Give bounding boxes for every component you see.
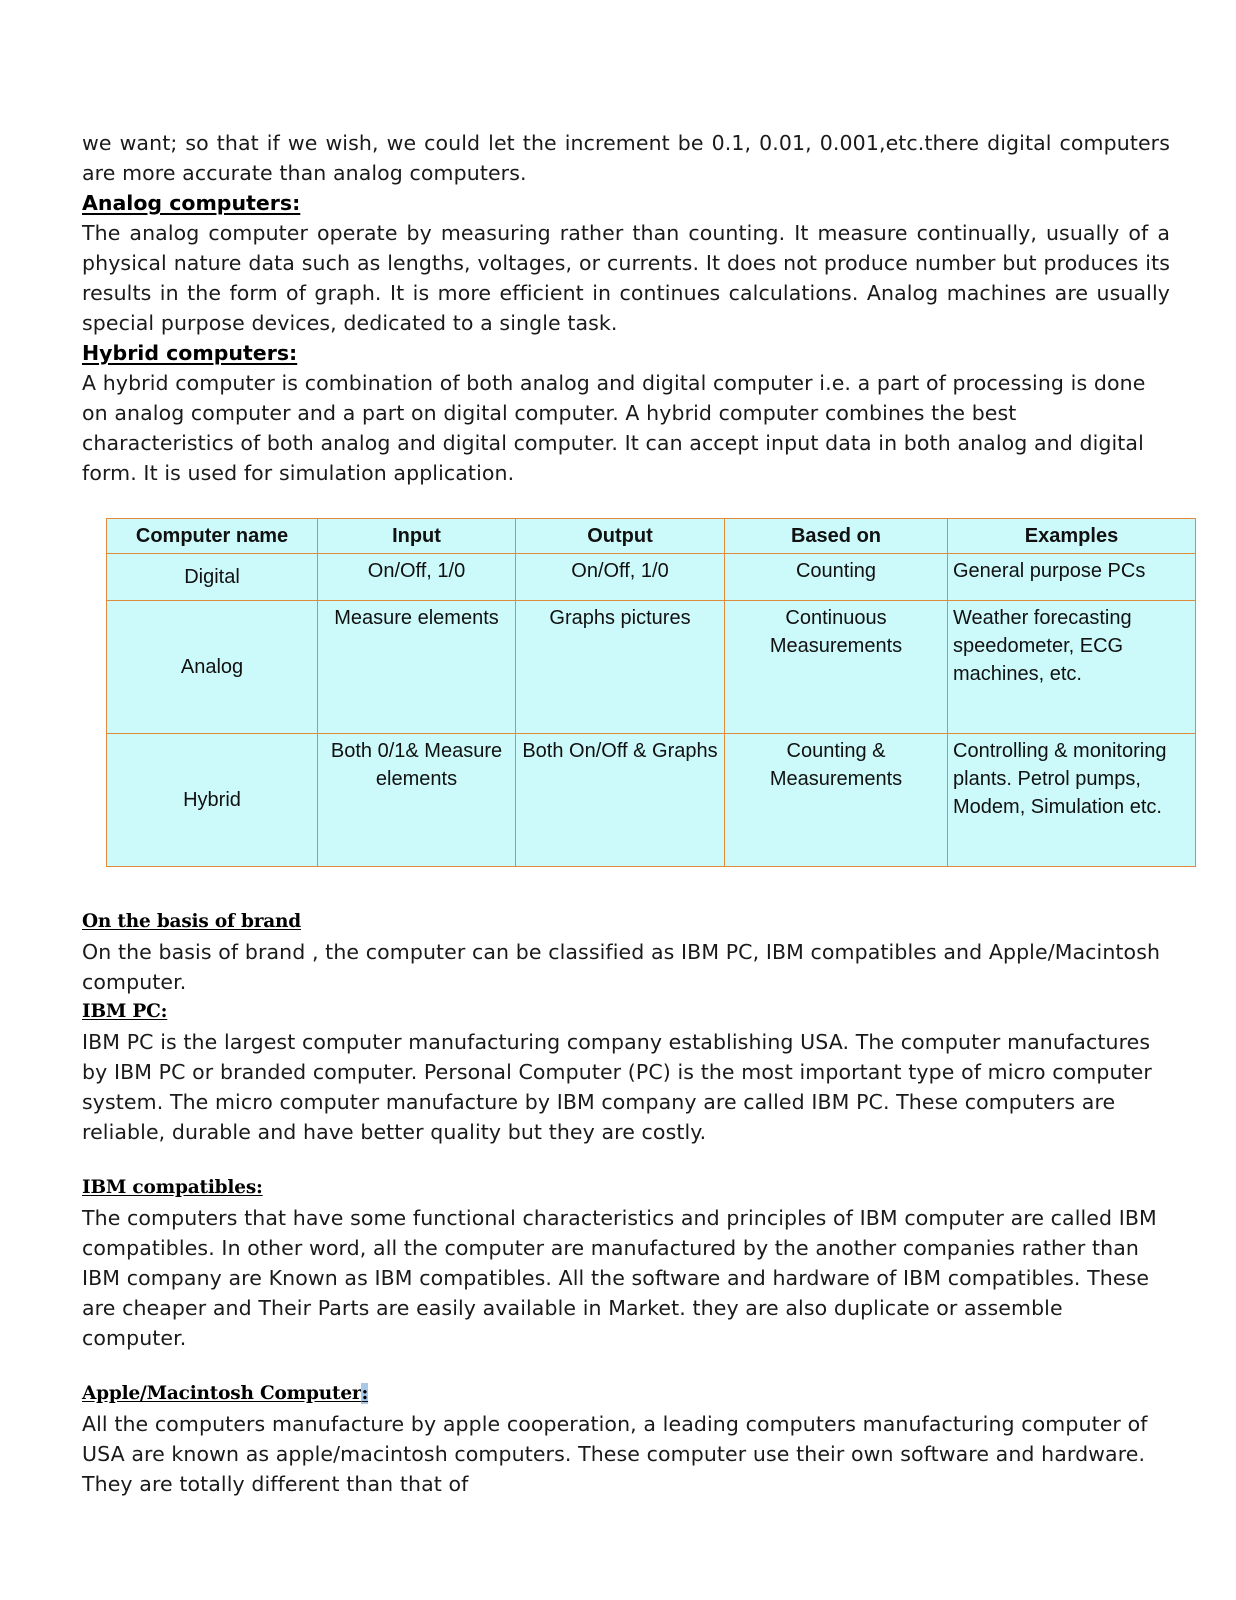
cell-examples: Controlling & monitoring plants. Petrol pumps, Modem, Simulation etc. — [948, 734, 1196, 867]
cell-input: Both 0/1& Measure elements — [318, 734, 516, 867]
cell-output: Both On/Off & Graphs — [516, 734, 725, 867]
cell-based-on: Counting — [725, 554, 948, 601]
cell-examples: General purpose PCs — [948, 554, 1196, 601]
spacer-after-table — [82, 867, 1170, 907]
cell-examples: Weather forecasting speedometer, ECG machines, etc. — [948, 601, 1196, 734]
column-header-output: Output — [516, 519, 725, 554]
cell-computer-name: Analog — [107, 601, 318, 734]
table-header-row — [107, 519, 1196, 554]
heading-apple-macintosh-text: Apple/Macintosh Computer — [82, 1383, 362, 1404]
heading-ibm-pc: IBM PC: — [82, 1001, 168, 1022]
cell-based-on: Counting & Measurements — [725, 734, 948, 867]
heading-ibm-compatibles: IBM compatibles: — [82, 1177, 263, 1198]
cell-computer-name: Hybrid — [107, 734, 318, 867]
table-row — [107, 601, 1196, 734]
column-header-examples: Examples — [948, 519, 1196, 554]
column-header-input: Input — [318, 519, 516, 554]
spacer-before-ibm-compatibles — [82, 1147, 1170, 1173]
computer-classification-table — [106, 518, 1196, 867]
table-row — [107, 554, 1196, 601]
table-head — [107, 519, 1196, 554]
selected-colon: : — [361, 1383, 369, 1404]
paragraph-ibm-compatibles: The computers that have some functional characteristics and principles of IBM computer are called IBM compatibles. In other word, all the computer are manufactured by the another companies rather than IBM company are Known as IBM compatibles. All the software and hardware of IBM compatibles. These are cheaper and Their Parts are easily available in Market. they are also duplicate or assemble computer. — [82, 1206, 1157, 1350]
cell-output: On/Off, 1/0 — [516, 554, 725, 601]
table-body — [107, 554, 1196, 867]
paragraph-apple-macintosh: All the computers manufacture by apple cooperation, a leading computers manufacturing computer of USA are known as apple/macintosh computers. These computer use their own software and hardware. They are totally different than that of — [82, 1412, 1148, 1496]
column-header-based-on: Based on — [725, 519, 948, 554]
cell-output: Graphs pictures — [516, 601, 725, 734]
paragraph-ibm-pc: IBM PC is the largest computer manufacturing company establishing USA. The computer manufactures by IBM PC or branded computer. Personal Computer (PC) is the most important type of micro computer system. The micro computer manufacture by IBM company are called IBM PC. These computers are reliable, durable and have better quality but they are costly. — [82, 1030, 1152, 1144]
document-content — [82, 128, 1170, 1499]
paragraph-on-the-basis-of-brand: On the basis of brand , the computer can be classified as IBM PC, IBM compatibles and Apple/Macintosh computer. — [82, 940, 1161, 994]
column-header-computer-name: Computer name — [107, 519, 318, 554]
heading-on-the-basis-of-brand: On the basis of brand — [82, 911, 302, 932]
cell-input: Measure elements — [318, 601, 516, 734]
paragraph-analog-computers: The analog computer operate by measuring rather than counting. It measure continually, usually of a physical nature data such as lengths, voltages, or currents. It does not produce number but produces its results in the form of graph. It is more efficient in continues calculations. Analog machines are usually special purpose devices, dedicated to a single task. — [82, 221, 1170, 335]
cell-input: On/Off, 1/0 — [318, 554, 516, 601]
paragraph-hybrid-computers: A hybrid computer is combination of both analog and digital computer i.e. a part of processing is done on analog computer and a part on digital computer. A hybrid computer combines the best characteristics of both analog and digital computer. It can accept input data in both analog and digital form. It is used for simulation application. — [82, 371, 1146, 485]
paragraph-intro: we want; so that if we wish, we could let the increment be 0.1, 0.01, 0.001,etc.there digital computers are more accurate than analog computers. — [82, 131, 1170, 185]
heading-apple-macintosh-computer — [82, 1379, 1170, 1409]
spacer-before-apple — [82, 1353, 1170, 1379]
computer-classification-table-wrapper — [106, 518, 1167, 867]
heading-hybrid-computers: Hybrid computers: — [82, 341, 298, 365]
cell-computer-name: Digital — [107, 554, 318, 601]
cell-based-on: Continuous Measurements — [725, 601, 948, 734]
heading-analog-computers: Analog computers: — [82, 191, 301, 215]
table-row — [107, 734, 1196, 867]
